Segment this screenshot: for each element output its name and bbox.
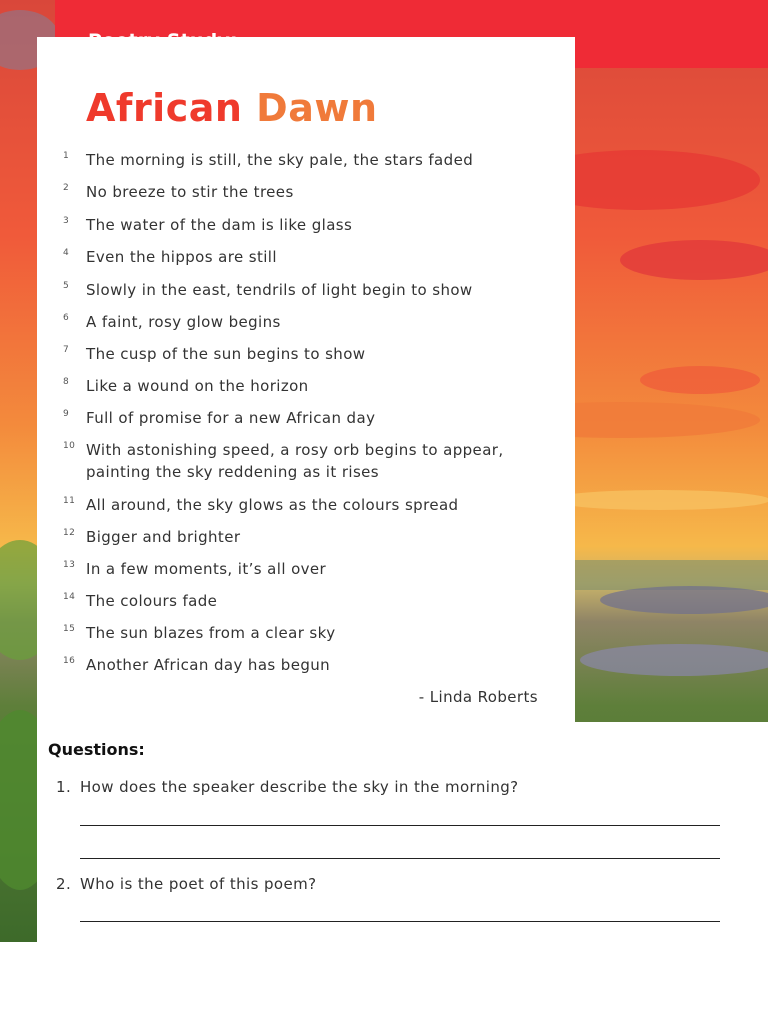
poem-title-word-2: Dawn bbox=[256, 86, 378, 130]
question-text: How does the speaker describe the sky in the morning? bbox=[80, 778, 519, 796]
question-number: 1. bbox=[56, 778, 72, 796]
poem-title bbox=[86, 86, 378, 130]
line-text: The sun blazes from a clear sky bbox=[86, 624, 336, 642]
line-number: 9 bbox=[63, 409, 70, 419]
line-number: 7 bbox=[63, 345, 70, 355]
answer-line[interactable] bbox=[80, 858, 720, 859]
line-text: All around, the sky glows as the colours spread bbox=[86, 496, 459, 514]
line-text: A faint, rosy glow begins bbox=[86, 313, 281, 331]
line-number: 8 bbox=[63, 377, 70, 387]
question-text: Who is the poet of this poem? bbox=[80, 875, 317, 893]
questions-section bbox=[0, 722, 768, 942]
line-number: 14 bbox=[63, 592, 76, 602]
line-text: The water of the dam is like glass bbox=[86, 216, 353, 234]
answer-line[interactable] bbox=[80, 921, 720, 922]
question-item bbox=[56, 778, 519, 796]
line-text: Slowly in the east, tendrils of light begin to show bbox=[86, 281, 473, 299]
line-text: The morning is still, the sky pale, the stars faded bbox=[86, 151, 474, 169]
questions-panel bbox=[37, 722, 768, 942]
line-text: No breeze to stir the trees bbox=[86, 183, 294, 201]
questions-heading: Questions: bbox=[48, 740, 145, 759]
poem-card bbox=[37, 37, 575, 722]
line-text: Full of promise for a new African day bbox=[86, 409, 376, 427]
line-text: Even the hippos are still bbox=[86, 248, 277, 266]
line-text: Another African day has begun bbox=[86, 656, 331, 674]
line-number: 2 bbox=[63, 183, 70, 193]
line-number: 4 bbox=[63, 248, 70, 258]
line-number: 16 bbox=[63, 656, 76, 666]
poem-title-word-1: African bbox=[86, 86, 243, 130]
question-number: 2. bbox=[56, 875, 72, 893]
line-text: The cusp of the sun begins to show bbox=[86, 345, 366, 363]
poem-author: - Linda Roberts bbox=[418, 688, 538, 706]
line-text: The colours fade bbox=[86, 592, 218, 610]
line-text: With astonishing speed, a rosy orb begins to appear, painting the sky reddening as it rises bbox=[86, 441, 504, 481]
line-number: 11 bbox=[63, 496, 76, 506]
line-text: In a few moments, it’s all over bbox=[86, 560, 327, 578]
line-number: 13 bbox=[63, 560, 76, 570]
line-text: Bigger and brighter bbox=[86, 528, 241, 546]
line-number: 3 bbox=[63, 216, 70, 226]
line-text: Like a wound on the horizon bbox=[86, 377, 309, 395]
line-number: 15 bbox=[63, 624, 76, 634]
line-number: 6 bbox=[63, 313, 70, 323]
question-item bbox=[56, 875, 316, 893]
line-number: 12 bbox=[63, 528, 76, 538]
line-number: 5 bbox=[63, 281, 70, 291]
answer-line[interactable] bbox=[80, 825, 720, 826]
line-number: 10 bbox=[63, 441, 76, 451]
line-number: 1 bbox=[63, 151, 70, 161]
